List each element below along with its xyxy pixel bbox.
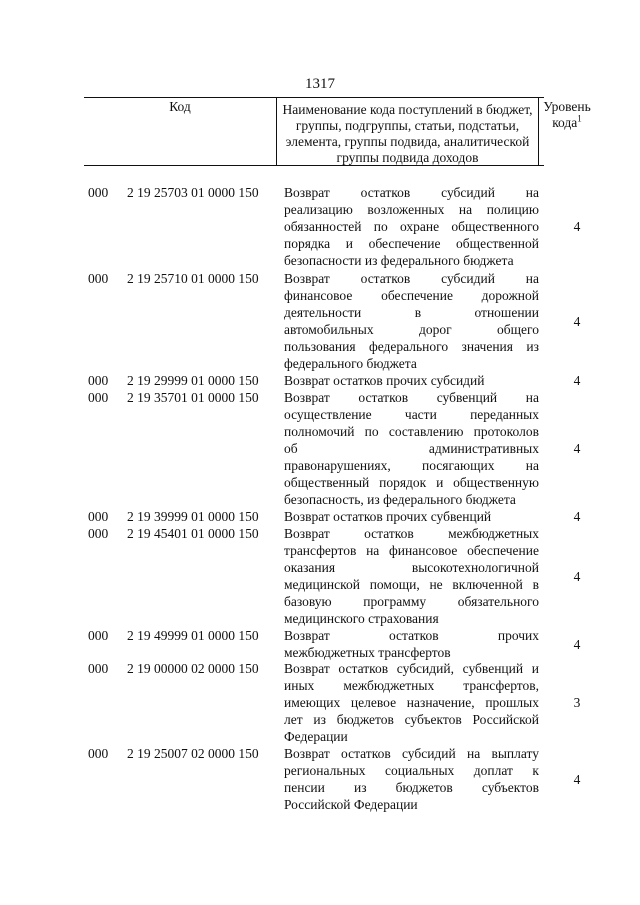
row-name-line: Возврат остатков прочих [284,628,539,643]
row-level: 4 [573,373,581,388]
row-level: 4 [573,314,581,329]
row-name-line: Возврат остатков субвенций на [284,390,539,405]
row-admin-code: 000 [88,526,109,541]
row-name-line: трансфертов на финансовое обеспечение [284,543,539,558]
header-level [540,98,594,165]
header-name-label: Наименование кода поступлений в бюджет, группы, подгруппы, статьи, подстатьи, элемента, группы подвида, аналитической группы подвида доходов [282,102,533,165]
row-name-line: лет из бюджетов субъектов Российской [284,712,539,727]
row-name-line: правонарушениях, посягающих на [284,458,539,473]
row-code: 2 19 29999 01 0000 150 [127,373,259,388]
row-name-line: оказания высокотехнологичной [284,560,539,575]
row-admin-code: 000 [88,373,109,388]
row-name-line: общественный порядок и общественную [284,475,539,490]
row-admin-code: 000 [88,661,109,676]
row-name-line: базовую программу обязательного [284,594,539,609]
row-admin-code: 000 [88,746,109,761]
row-admin-code: 000 [88,185,109,200]
row-level: 4 [573,569,581,584]
row-name-line: медицинского страхования [284,611,439,626]
row-level: 4 [573,509,581,524]
row-name-line: финансовое обеспечение дорожной [284,288,539,303]
row-name-line: осуществление части переданных [284,407,539,422]
row-level: 4 [573,637,581,652]
header-code-label: Код [169,99,191,114]
row-name-line: безопасности из федерального бюджета [284,253,514,268]
table-header [84,97,591,166]
row-name-line: Возврат остатков субсидий на выплату [284,746,539,761]
row-code: 2 19 25007 02 0000 150 [127,746,259,761]
row-name-line: об административных [284,441,539,456]
row-admin-code: 000 [88,271,109,286]
row-code: 2 19 00000 02 0000 150 [127,661,259,676]
row-name-line: пенсии из бюджетов субъектов [284,780,539,795]
row-code: 2 19 25703 01 0000 150 [127,185,259,200]
row-admin-code: 000 [88,390,109,405]
row-name-line: межбюджетных трансфертов [284,645,451,660]
row-level: 4 [573,219,581,234]
row-name-line: обязанностей по охране общественного [284,219,539,234]
row-name-line: Российской Федерации [284,797,418,812]
header-level-label: Уровень кода [543,99,591,130]
row-name-line: Федерации [284,729,348,744]
row-name-line: Возврат остатков субсидий на [284,271,539,286]
row-name-line: полномочий по составлению протоколов [284,424,539,439]
row-name-line: имеющих целевое назначение, прошлых [284,695,539,710]
header-level-footnote: 1 [577,113,582,124]
row-level: 4 [573,772,581,787]
row-name-line: Возврат остатков межбюджетных [284,526,539,541]
row-name-line: федерального бюджета [284,356,417,371]
row-code: 2 19 45401 01 0000 150 [127,526,259,541]
header-code [84,98,277,165]
row-name-line: Возврат остатков субсидий на [284,185,539,200]
row-name-line: безопасность, из федерального бюджета [284,492,516,507]
row-name-line: иных межбюджетных трансфертов, [284,678,539,693]
row-code: 2 19 39999 01 0000 150 [127,509,259,524]
row-code: 2 19 25710 01 0000 150 [127,271,259,286]
row-code: 2 19 49999 01 0000 150 [127,628,259,643]
row-admin-code: 000 [88,628,109,643]
row-name-line: Возврат остатков прочих субвенций [284,509,492,524]
row-code: 2 19 35701 01 0000 150 [127,390,259,405]
row-name-line: пользования федерального значения из [284,339,539,354]
row-level: 3 [573,695,581,710]
row-name-line: Возврат остатков прочих субсидий [284,373,485,388]
row-name-line: медицинской помощи, не включенной в [284,577,539,592]
row-name-line: реализацию возложенных на полицию [284,202,539,217]
row-level: 4 [573,441,581,456]
row-name-line: порядка и обеспечение общественной [284,236,539,251]
row-name-line: региональных социальных доплат к [284,763,539,778]
header-name [277,98,539,165]
row-name-line: деятельности в отношении [284,305,539,320]
page-number: 1317 [305,76,335,92]
row-name-line: автомобильных дорог общего [284,322,539,337]
row-admin-code: 000 [88,509,109,524]
row-name-line: Возврат остатков субсидий, субвенций и [284,661,539,676]
